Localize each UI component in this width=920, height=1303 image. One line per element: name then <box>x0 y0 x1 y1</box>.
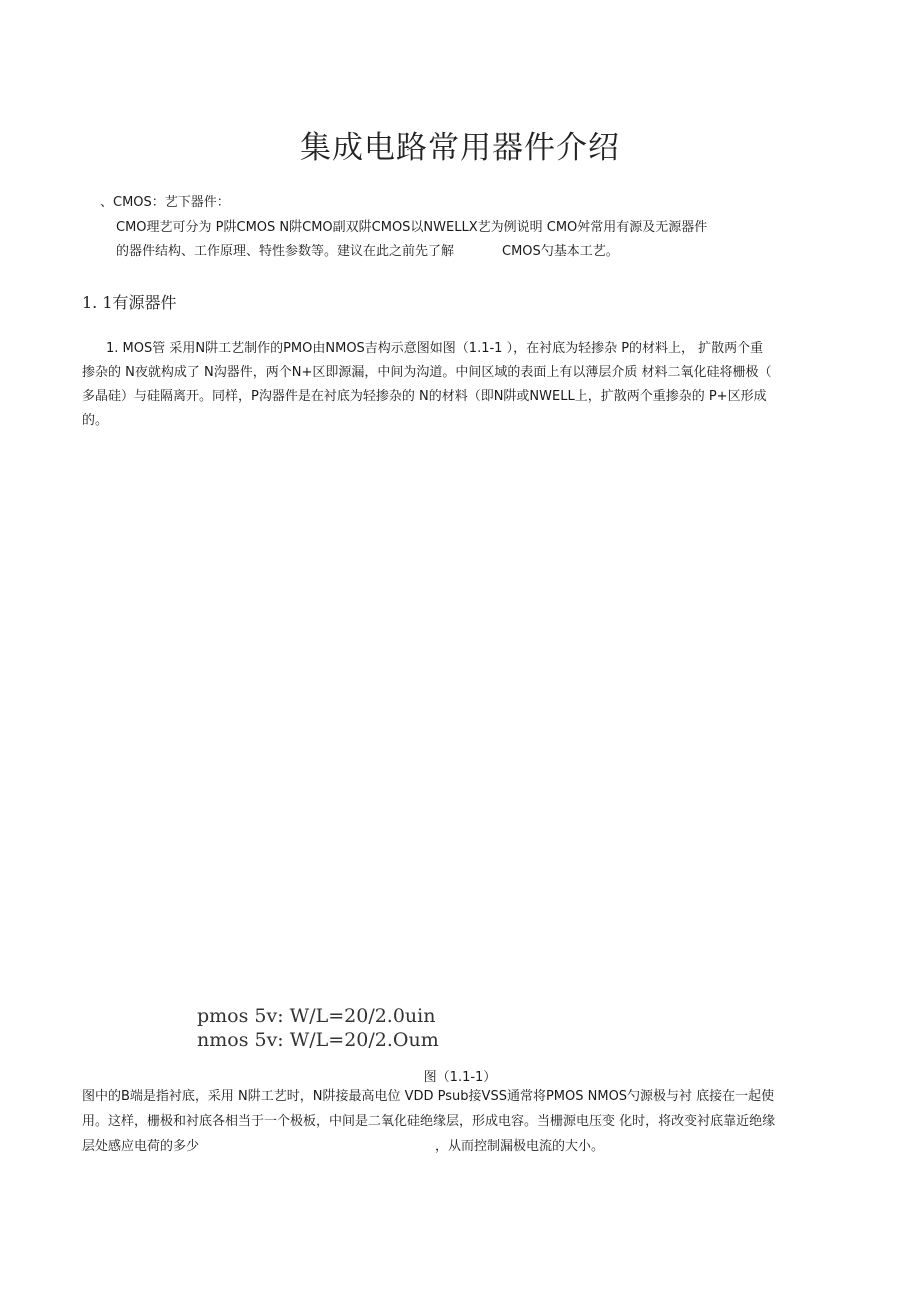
after-figure-line-2: 用。这样，栅极和衬底各相当于一个极板，中间是二氧化硅绝缘层，形成电容。当栅源电压变 化时，将改变衬底靠近绝缘 <box>82 1114 776 1129</box>
after-figure-line-3-part-a: 层处感应电荷的多少 <box>82 1139 200 1154</box>
pmos-spec: pmos 5v: W/L=20/2.0uin <box>197 1005 436 1027</box>
after-figure-line-1: 图中的B端是指衬底，采用 N阱工艺时，N阱接最高电位 VDD Psub接VSS通常将PMOS NMOS勺源极与衬 底接在一起使 <box>82 1089 775 1104</box>
paragraph-line-2: 掺杂的 N夜就构成了 N沟器件，两个N+区即源漏，中间为沟道。中间区域的表面上有以薄层介质 材料二氧化硅将栅极（ <box>82 365 772 380</box>
after-figure-line-3-part-b: ，从而控制漏极电流的大小。 <box>435 1139 605 1154</box>
section-heading: 1. 1有源器件 <box>82 293 177 312</box>
figure-caption: 图（1.1-1） <box>423 1070 497 1085</box>
intro-heading: 、CMOS：艺下器件： <box>100 195 230 210</box>
paragraph-line-3: 多晶硅）与硅隔离开。同样，P沟器件是在衬底为轻掺杂的 N的材料（即N阱或NWELL上，扩散两个重掺杂的 P+区形成 <box>82 389 767 404</box>
intro-line-2 <box>116 243 619 261</box>
intro-line-1: CMO理艺可分为 P阱CMOS N阱CMO副双阱CMOS以NWELLX艺为例说明 CMO舛常用有源及无源器件 <box>116 220 708 235</box>
figure-placeholder <box>82 440 852 1000</box>
intro-line-2-part-a: 的器件结构、工作原理、特性参数等。建议在此之前先了解 <box>116 244 455 259</box>
nmos-spec: nmos 5v: W/L=20/2.Oum <box>197 1029 439 1051</box>
document-title: 集成电路常用器件介绍 <box>300 130 620 166</box>
paragraph-line-4: 的。 <box>82 413 109 428</box>
after-figure-line-3 <box>82 1138 852 1156</box>
paragraph-line-1 <box>82 340 852 358</box>
paragraph-line-1-text: 1. MOS管 采用N阱工艺制作的PMO由NMOS吉构示意图如图（1.1-1 ），在衬底为轻掺杂 P的材料上， 扩散两个重 <box>106 341 764 356</box>
intro-line-2-part-b: CMOS勺基本工艺。 <box>502 244 619 259</box>
